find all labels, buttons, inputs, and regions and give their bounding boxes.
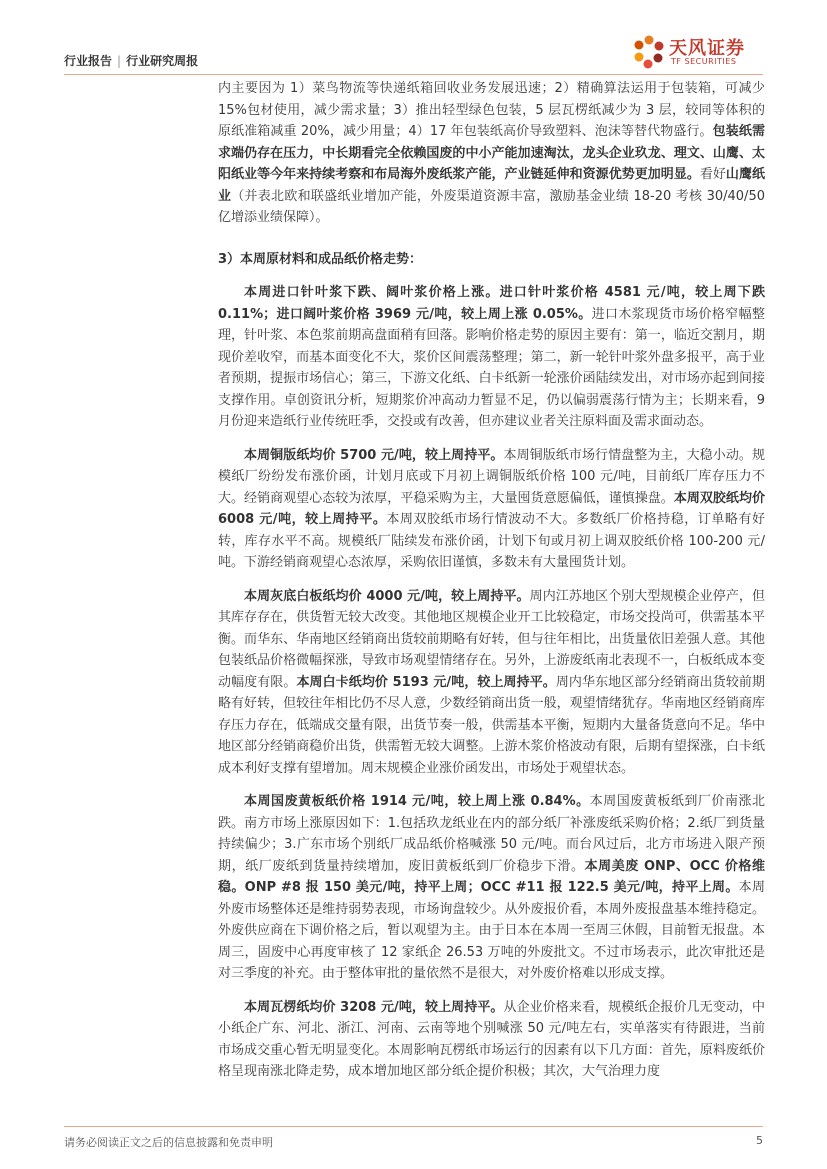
highlight-text: 山鹰纸业 [218, 167, 765, 204]
page-header [64, 38, 763, 68]
body-text: 本周双胶纸市场行情波动不大。多数纸厂价格持稳，订单略有好转，库存水平不高。规模纸厂陆续发布涨价函，计划下旬或月初上调双胶纸价格 100-200 元/吨。下游经销商观望心态浓厚，采购依旧谨慎，多数未有大量囤货计划。 [218, 512, 765, 570]
logo-english-name: TF SECURITIES [671, 57, 737, 66]
page-footer [64, 1134, 763, 1150]
highlight-text: 本周瓦楞纸均价 3208 元/吨，较上周持平。 [244, 999, 504, 1015]
body-text: 周内江苏地区个别大型规模企业停产，但其库存存在，供货暂无较大改变。其他地区规模企业开工比较稳定，市场交投尚可，供需基本平衡。而华东、华南地区经销商出货较前期略有好转，但与往年相比，出货量依旧差强人意。其他包装纸品价格微幅探涨，导致市场观望情绪存在。另外，上游废纸南北表现不一，白板纸成本变动幅度有限。 [218, 588, 765, 690]
body-text: 从企业价格来看，规模纸企报价几无变动，中小纸企广东、河北、浙江、河南、云南等地个别喊涨 50 元/吨左右，实单落实有待跟进，当前市场成交重心暂无明显变化。本周影响瓦楞纸市场运行的因素有以下几方面：首先，原料废纸价格呈现南涨北降走势，成本增加地区部分纸企提价积极；其次，大气治理力度 [218, 999, 765, 1079]
highlight-text: 本周进口针叶浆下跌、阔叶浆价格上涨。进口针叶浆价格 4581 元/吨，较上周下跌 0.11%；进口阔叶浆价格 3969 元/吨，较上周上涨 0.05%。 [218, 285, 765, 322]
company-logo [631, 34, 763, 70]
highlight-text: 本周国废黄板纸价格 1914 元/吨，较上周上涨 0.84%。 [244, 794, 590, 809]
paragraph-packaging-demand [218, 78, 765, 229]
body-text: 看好 [699, 167, 726, 182]
logo-petals-icon [631, 34, 667, 70]
page-number: 5 [756, 1134, 763, 1147]
body-text: 本周铜版纸市场行情盘整为主，大稳小动。规模纸厂纷纷发布涨价函，计划月底或下月初上调铜版纸价格 100 元/吨，目前纸厂库存压力不大。经销商观望心态较为浓厚，平稳采购为主，大量囤货意愿偏低，谨慎操盘。 [218, 447, 765, 506]
logo-chinese-name: 天风证券 [669, 38, 745, 59]
highlight-text: 本周铜版纸均价 5700 元/吨，较上周持平。 [244, 447, 504, 463]
body-text: 本周外废市场整体还是维持弱势表现，市场询盘较少。从外废报价看，本周外废报盘基本维持稳定。外废供应商在下调价格之后，暂以观望为主。由于日本在本周一至周三休假，目前暂无报盘。本周三，固废中心再度审核了 12 家纸企 26.53 万吨的外废批文。不过市场表示，此次审批还是对三季度的补充。由于整体审批的量依然不是很大，对外废价格难以形成支撑。 [218, 880, 765, 981]
paragraph-waste-paper [218, 791, 765, 985]
body-text: 进口木浆现货市场价格窄幅整理，针叶浆、本色浆前期高盘面稍有回落。影响价格走势的原因主要有：第一，临近交割月，期现价差收窄，而基本面变化不大，浆价区间震荡整理；第二，新一轮针叶浆外盘多报平，高于业者预期，提振市场信心；第三，下游文化纸、白卡纸新一轮涨价函陆续发出，对市场亦起到间接支撑作用。卓创资讯分析，短期浆价冲高动力暂显不足，仍以偏弱震荡行情为主；长期来看，9 月份迎来造纸行业传统旺季，交投或有改善，但亦建议业者关注原料面及需求面动态。 [218, 306, 765, 429]
body-text: （并表北欧和联盛纸业增加产能，外废渠道资源丰富，激励基金业绩 18-20 考核 30/40/50 亿增添业绩保障）。 [218, 188, 765, 225]
breadcrumb [64, 52, 198, 69]
highlight-text: 本周美废 ONP、OCC 价格维稳。ONP #8 报 150 美元/吨，持平上周；OCC #11 报 122.5 美元/吨，持平上周。 [218, 858, 765, 895]
highlight-text: 本周双胶纸均价 6008 元/吨，较上周持平。 [218, 490, 765, 527]
breadcrumb-report-type: 行业报告 [64, 54, 113, 68]
paragraph-whiteboard-whitecard [218, 586, 765, 780]
paragraph-corrugated-paper [218, 997, 765, 1083]
body-text: 本周国废黄板纸到厂价南涨北跌。南方市场上涨原因如下：1.包括玖龙纸业在内的部分纸厂补涨废纸采购价格；2.纸厂到货量持续偏少；3.广东市场个别纸厂成品纸价格喊涨 50 元/吨。而台风过后，北方市场进入限产预期，纸厂废纸到货量持续增加，废旧黄板纸到厂价稳步下滑。 [218, 794, 765, 874]
highlight-text: 本周白卡纸均价 5193 元/吨，较上周持平。 [296, 674, 556, 690]
header-divider [64, 74, 763, 75]
body-text: 周内华东地区部分经销商出货较前期略有好转，但较往年相比仍不尽人意，少数经销商出货一般，观望情绪犹存。华南地区经销商库存压力存在，低端成交量有限，出货节奏一般，供需基本平衡，短期内大量备货意向不足。华中地区部分经销商稳价出货，供需暂无较大调整。上游木浆价格波动有限，后期有望探涨，白卡纸成本利好支撑有望增加。周末规模企业涨价函发出，市场处于观望状态。 [218, 674, 765, 776]
paragraph-coated-offset-paper [218, 445, 765, 574]
breadcrumb-separator: | [117, 54, 122, 68]
footer-disclaimer: 请务必阅读正文之后的信息披露和免责申明 [64, 1136, 273, 1149]
footer-divider [64, 1126, 763, 1127]
highlight-text: 包装纸需求端仍存在压力，中长期看完全依赖国废的中小产能加速淘汰，龙头企业玖龙、理文、山鹰、太阳纸业等今年来持续考察和布局海外废纸浆产能，产业链延伸和资源优势更加明显。 [218, 124, 765, 182]
paragraph-pulp-prices [218, 282, 765, 433]
report-body [218, 78, 765, 1083]
section-title-price-trend: 3）本周原材料和成品纸价格走势： [218, 251, 423, 267]
breadcrumb-report-series: 行业研究周报 [126, 54, 199, 68]
body-text: 内主要因为 1）菜鸟物流等快递纸箱回收业务发展迅速；2）精确算法运用于包装箱，可减少 15%包材使用，减少需求量；3）推出轻型绿色包装，5 层瓦楞纸减少为 3 层，较同等体积的原纸准箱减重 20%，减少用量；4）17 年包装纸高价导致塑料、泡沫等替代物盛行。 [218, 81, 765, 139]
highlight-text: 本周灰底白板纸均价 4000 元/吨，较上周持平。 [244, 588, 530, 604]
